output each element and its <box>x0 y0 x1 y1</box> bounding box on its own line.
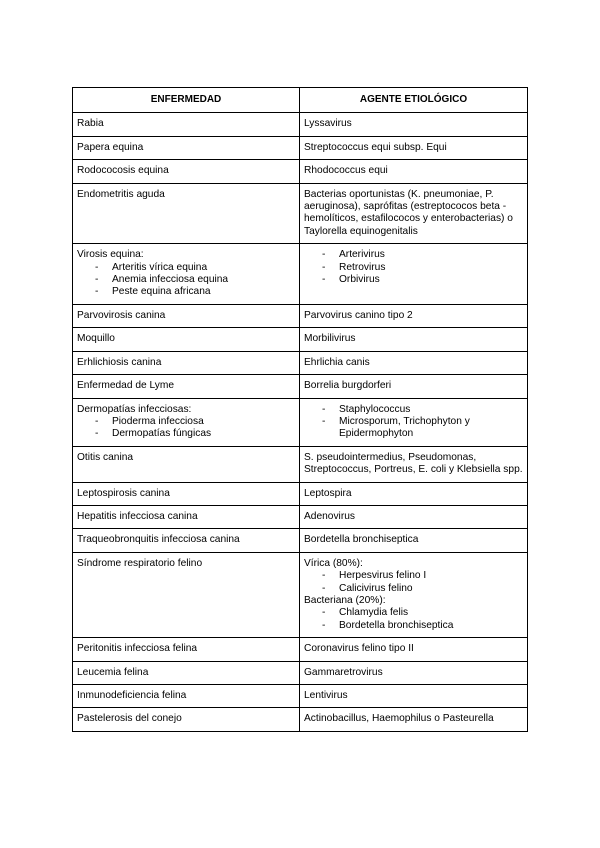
agent-cell: Lyssavirus <box>300 113 528 136</box>
table-row <box>73 529 528 552</box>
disease-sublist <box>77 416 295 441</box>
agent-cell: Bordetella bronchiseptica <box>300 529 528 552</box>
agent-cell: Actinobacillus, Haemophilus o Pasteurella <box>300 708 528 731</box>
disease-cell: Leucemia felina <box>73 661 300 684</box>
table-row <box>73 638 528 661</box>
disease-group-label: Dermopatías infecciosas: <box>77 403 192 415</box>
list-item: - Peste equina africana <box>95 286 295 298</box>
agent-sublist <box>304 607 523 632</box>
disease-cell: Leptospirosis canina <box>73 482 300 505</box>
list-item: - Calicivirus felino <box>322 583 523 595</box>
list-item: - Dermopatías fúngicas <box>95 428 295 440</box>
agent-cell: Parvovirus canino tipo 2 <box>300 304 528 327</box>
disease-cell: Traqueobronquitis infecciosa canina <box>73 529 300 552</box>
disease-sublist <box>77 262 295 299</box>
disease-cell <box>73 244 300 305</box>
disease-cell: Enfermedad de Lyme <box>73 375 300 398</box>
disease-cell: Endometritis aguda <box>73 183 300 244</box>
agent-cell <box>300 398 528 446</box>
disease-cell <box>73 398 300 446</box>
agent-sublist <box>304 404 523 441</box>
disease-agent-table <box>72 87 528 732</box>
agent-cell: Lentivirus <box>300 685 528 708</box>
table-row <box>73 113 528 136</box>
agent-cell <box>300 552 528 637</box>
agent-cell: Streptococcus equi subsp. Equi <box>300 136 528 159</box>
disease-cell: Inmunodeficiencia felina <box>73 685 300 708</box>
disease-cell: Peritonitis infecciosa felina <box>73 638 300 661</box>
agent-cell: Borrelia burgdorferi <box>300 375 528 398</box>
agent-cell: Ehrlichia canis <box>300 351 528 374</box>
table-row <box>73 244 528 305</box>
table-row <box>73 552 528 637</box>
agent-cell: Adenovirus <box>300 505 528 528</box>
table-row <box>73 398 528 446</box>
table-row <box>73 183 528 244</box>
agent-cell: Coronavirus felino tipo II <box>300 638 528 661</box>
list-item: - Anemia infecciosa equina <box>95 274 295 286</box>
table-row <box>73 160 528 183</box>
agent-sublist <box>304 249 523 286</box>
table-row <box>73 304 528 327</box>
agent-cell: Bacterias oportunistas (K. pneumoniae, P. aeruginosa), saprófitas (estreptococos beta - hemolíticos, estafilococos y enterobacterias) o Taylorella equinogenitalis <box>300 183 528 244</box>
table-row <box>73 351 528 374</box>
list-item: - Arterivirus <box>322 249 523 261</box>
table-row <box>73 505 528 528</box>
list-item: - Staphylococcus <box>322 404 523 416</box>
agent-cell: Morbilivirus <box>300 328 528 351</box>
disease-cell: Parvovirosis canina <box>73 304 300 327</box>
agent-cell: Gammaretrovirus <box>300 661 528 684</box>
list-item: - Arteritis vírica equina <box>95 262 295 274</box>
table-header-row <box>73 88 528 113</box>
table-row <box>73 446 528 482</box>
agent-cell: Leptospira <box>300 482 528 505</box>
table-row <box>73 661 528 684</box>
table-row <box>73 136 528 159</box>
list-item: - Bordetella bronchiseptica <box>322 620 523 632</box>
header-disease: ENFERMEDAD <box>73 88 300 113</box>
table-row <box>73 375 528 398</box>
table-row <box>73 685 528 708</box>
header-agent: AGENTE ETIOLÓGICO <box>300 88 528 113</box>
list-item: - Retrovirus <box>322 262 523 274</box>
agent-cell <box>300 244 528 305</box>
disease-cell: Hepatitis infecciosa canina <box>73 505 300 528</box>
table-row <box>73 482 528 505</box>
table-row <box>73 708 528 731</box>
agent-group-label: Bacteriana (20%): <box>304 594 386 606</box>
agent-sublist <box>304 570 523 595</box>
disease-group-label: Virosis equina: <box>77 249 144 261</box>
list-item: - Microsporum, Trichophyton y Epidermophyton <box>322 416 523 441</box>
agent-cell: S. pseudointermedius, Pseudomonas, Streptococcus, Portreus, E. coli y Klebsiella spp. <box>300 446 528 482</box>
list-item: - Orbivirus <box>322 274 523 286</box>
disease-cell: Otitis canina <box>73 446 300 482</box>
disease-cell: Papera equina <box>73 136 300 159</box>
list-item: - Herpesvirus felino I <box>322 570 523 582</box>
disease-cell: Rodococosis equina <box>73 160 300 183</box>
agent-cell: Rhodococcus equi <box>300 160 528 183</box>
table-row <box>73 328 528 351</box>
disease-cell: Síndrome respiratorio felino <box>73 552 300 637</box>
disease-cell: Moquillo <box>73 328 300 351</box>
agent-group-label: Vírica (80%): <box>304 557 363 569</box>
list-item: - Chlamydia felis <box>322 607 523 619</box>
list-item: - Pioderma infecciosa <box>95 416 295 428</box>
disease-cell: Pastelerosis del conejo <box>73 708 300 731</box>
disease-cell: Rabia <box>73 113 300 136</box>
disease-cell: Erhlichiosis canina <box>73 351 300 374</box>
